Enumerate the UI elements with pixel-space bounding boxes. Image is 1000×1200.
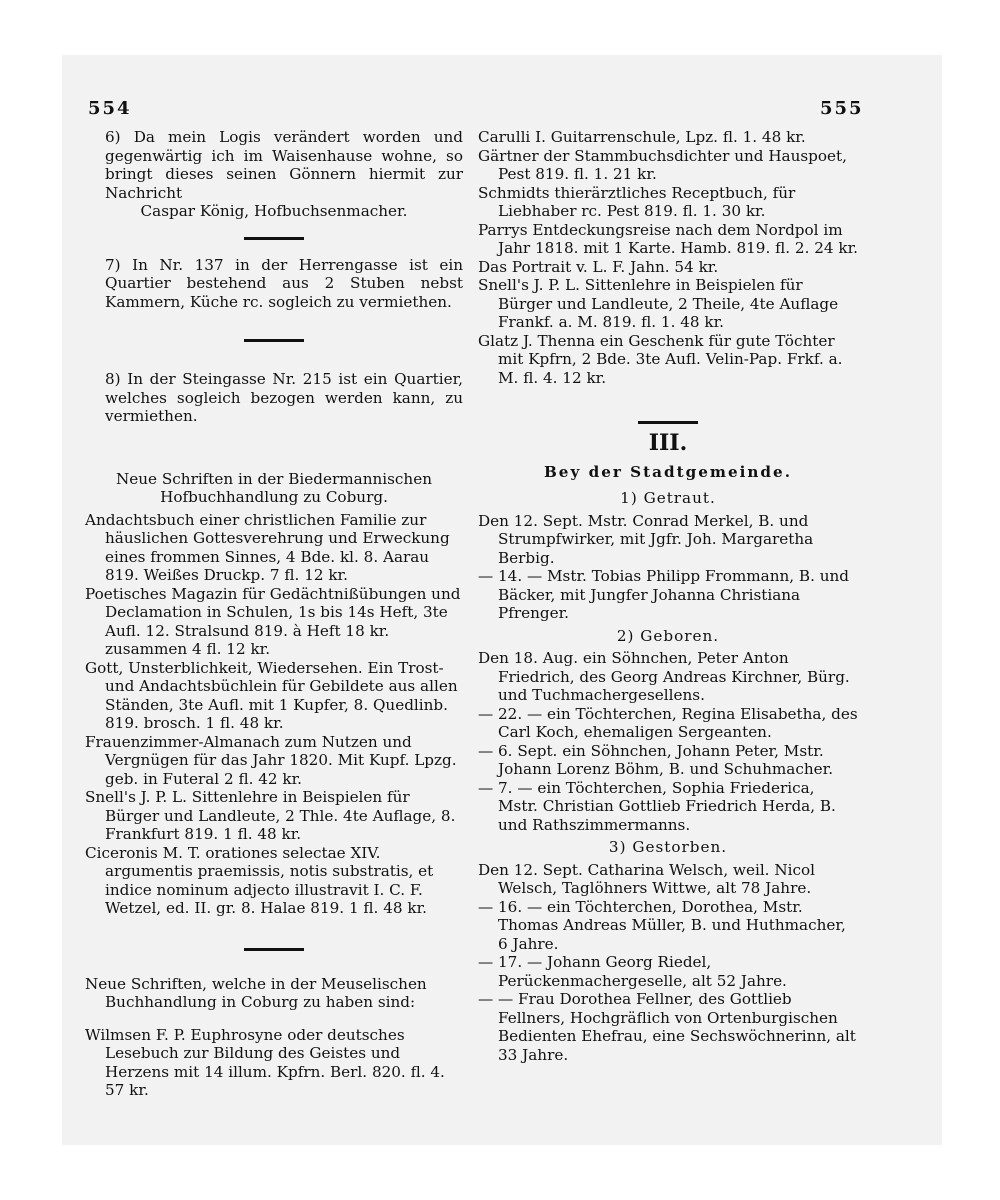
book-entry: Wilmsen F. P. Euphrosyne oder deutsches Lesebuch zur Bildung des Geistes und Herzens mit 14 illum. Kpfrn. Berl. 820. fl. 4. 57 kr. bbox=[85, 1025, 445, 1099]
book-entry: Snell's J. P. L. Sittenlehre in Beispielen für Bürger und Landleute, 2 Theile, 4te Auflage Frankf. a. M. 819. fl. 1. 48 kr. bbox=[478, 276, 839, 331]
notice-6-signature: Caspar König, Hofbuchsenmacher. bbox=[140, 202, 408, 220]
register-entry: Den 12. Sept. Mstr. Conrad Merkel, B. und Strumpfwirker, mit Jgfr. Joh. Margaretha Berbig. bbox=[478, 511, 814, 567]
section-heading-biedermann: Neue Schriften in der Biedermannischen Hofbuchhandlung zu Coburg. bbox=[116, 469, 432, 506]
subheading-geboren: 2) Geboren. bbox=[616, 626, 720, 645]
book-entry: Das Portrait v. L. F. Jahn. 54 kr. bbox=[478, 257, 719, 276]
register-entry: — 14. — Mstr. Tobias Philipp Frommann, B. und Bäcker, mit Jungfer Johanna Christiana Pfrenger. bbox=[478, 567, 850, 622]
divider bbox=[244, 339, 304, 342]
book-entry: Frauenzimmer-Almanach zum Nutzen und Vergnügen für das Jahr 1820. Mit Kupf. Lpzg. geb. in Futeral 2 fl. 42 kr. bbox=[85, 732, 457, 788]
book-entry: Schmidts thierärztliches Receptbuch, für Liebhaber rc. Pest 819. fl. 1. 30 kr. bbox=[478, 183, 796, 220]
subheading-getraut: 1) Getraut. bbox=[620, 489, 716, 507]
register-entry: — 22. — ein Töchterchen, Regina Elisabetha, des Carl Koch, ehemaligen Sergeanten. bbox=[478, 704, 858, 741]
right-column bbox=[478, 128, 858, 1064]
page-number-left: 554 bbox=[88, 98, 132, 119]
register-entry: Den 12. Sept. Catharina Welsch, weil. Nicol Welsch, Taglöhners Wittwe, alt 78 Jahre. bbox=[478, 860, 815, 897]
register-entry: — — Frau Dorothea Fellner, des Gottlieb Fellners, Hochgräflich von Ortenburgischen Bedienten Ehefrau, eine Sechswöchnerinn, alt 33 Jahre. bbox=[478, 990, 856, 1064]
section-heading-stadtgemeinde: Bey der Stadtgemeinde. bbox=[543, 462, 793, 481]
register-entry: — 16. — ein Töchterchen, Dorothea, Mstr. Thomas Andreas Müller, B. und Huthmacher, 6 Jahre. bbox=[478, 897, 846, 953]
book-entry: Gärtner der Stammbuchsdichter und Hauspoet, Pest 819. fl. 1. 21 kr. bbox=[478, 146, 847, 183]
book-entry: Poetisches Magazin für Gedächtnißübungen und Declamation in Schulen, 1s bis 14s Heft, 3te Aufl. 12. Stralsund 819. à Heft 18 kr. zusammen 4 fl. 12 kr. bbox=[85, 584, 461, 658]
left-column bbox=[85, 128, 463, 1100]
book-entry: Andachtsbuch einer christlichen Familie zur häuslichen Gottesverehrung und Erweckung eines frommen Sinnes, 4 Bde. kl. 8. Aarau 819. Weißes Druckp. 7 fl. 12 kr. bbox=[85, 510, 450, 584]
section-number: III. bbox=[648, 430, 688, 456]
notice-6: 6) Da mein Logis verändert worden und gegenwärtig ich im Waisenhause wohne, so bringt dieses seinen Gönnern hiermit zur Nachricht bbox=[105, 128, 463, 202]
spacer bbox=[85, 1012, 463, 1026]
subheading-gestorben: 3) Gestorben. bbox=[608, 838, 728, 856]
book-entry: Carulli I. Guitarrenschule, Lpz. fl. 1. 48 kr. bbox=[478, 128, 806, 146]
book-entry: Parrys Entdeckungsreise nach dem Nordpol im Jahr 1818. mit 1 Karte. Hamb. 819. fl. 2. 24 kr. bbox=[478, 220, 859, 257]
book-entry: Snell's J. P. L. Sittenlehre in Beispielen für Bürger und Landleute, 2 Thle. 4te Auflage, 8. Frankfurt 819. 1 fl. 48 kr. bbox=[85, 788, 456, 843]
book-entry: Gott, Unsterblichkeit, Wiedersehen. Ein Trost- und Andachtsbüchlein für Gebildete aus allen Ständen, 3te Aufl. mit 1 Kupfer, 8. Quedlinb. 819. brosch. 1 fl. 48 kr. bbox=[85, 658, 458, 732]
section-heading-meusel: Neue Schriften, welche in der Meuselischen Buchhandlung in Coburg zu haben sind: bbox=[85, 974, 427, 1011]
divider bbox=[244, 948, 304, 951]
register-entry: Den 18. Aug. ein Söhnchen, Peter Anton Friedrich, des Georg Andreas Kirchner, Bürg. und Tuchmachergesellens. bbox=[478, 649, 850, 704]
book-entry: Glatz J. Thenna ein Geschenk für gute Töchter mit Kpfrn, 2 Bde. 3te Aufl. Velin-Pap. Frkf. a. M. fl. 4. 12 kr. bbox=[478, 331, 843, 387]
register-entry: — 7. — ein Töchterchen, Sophia Friederica, Mstr. Christian Gottlieb Friedrich Herda, B. und Rathszimmermanns. bbox=[478, 778, 836, 834]
divider bbox=[638, 421, 698, 424]
notice-8: 8) In der Steingasse Nr. 215 ist ein Quartier, welches sogleich bezogen werden kann, zu vermiethen. bbox=[105, 370, 463, 425]
divider bbox=[244, 237, 304, 240]
register-entry: — 17. — Johann Georg Riedel, Perückenmachergeselle, alt 52 Jahre. bbox=[478, 953, 787, 990]
page-number-right: 555 bbox=[820, 98, 864, 119]
notice-7: 7) In Nr. 137 in der Herrengasse ist ein Quartier bestehend aus 2 Stuben nebst Kammern, Küche rc. sogleich zu vermiethen. bbox=[105, 255, 463, 311]
book-entry: Ciceronis M. T. orationes selectae XIV. argumentis praemissis, notis substratis, et indice nominum adjecto illustravit I. C. F. Wetzel, ed. II. gr. 8. Halae 819. 1 fl. 48 kr. bbox=[85, 843, 434, 917]
register-entry: — 6. Sept. ein Söhnchen, Johann Peter, Mstr. Johann Lorenz Böhm, B. und Schuhmacher. bbox=[478, 741, 834, 778]
